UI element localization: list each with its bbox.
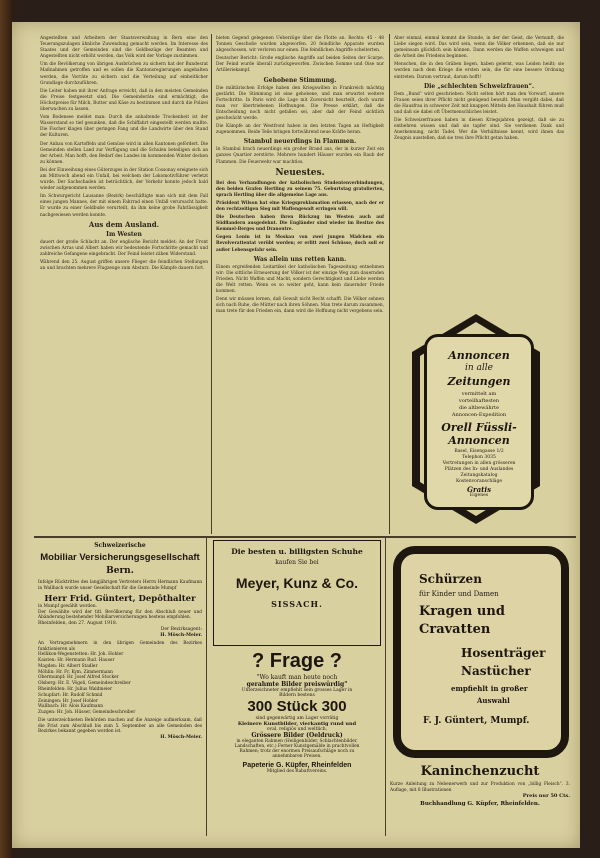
- ad-line: Mitglied des Rabattvereins.: [266, 769, 328, 774]
- paragraph: Deutscher Bericht: Große englische Angriffe auf beiden Seiten der Scarpe. Der Feind wurde überall zurückgeworfen. Zwischen Somme und Oise nur Artilleriekampf.: [216, 56, 384, 74]
- ad-line: Bern.: [106, 566, 134, 576]
- ad-line: Nastücher: [461, 664, 531, 678]
- ad-line: annehmbaren Preisen.: [272, 754, 322, 759]
- ad-line: Unterzeichneter empfiehlt sein grosses Lager in: [241, 688, 353, 693]
- ad-line: Kleinere Kunstbilder, vierkantig rund und: [237, 721, 357, 727]
- paragraph: Angestellten und Arbeitern der Staatsverwaltung in Bern eine den Teuerungszulagen ähnliche Zuwendung gemacht werden. Im Interesse des Staates und der Gemeinden sind die Geldbezüge der Beamten und Angestellten nicht erhöht worden, das Volk wird der Vorlage zustimmen.: [40, 36, 208, 60]
- paragraph: Einem ergreifenden Leitartikel der katholischen Tageszeitung entnehmen wir: Die sittliche Erneuerung der Völker ist der einzige Weg zum dauernden Frieden. Nicht Waffen und Macht, sondern Gerechtigkeit und Liebe werden die Welt retten. Wenn es so weiter geht, kann kein dauernder Friede kommen.: [216, 264, 384, 294]
- ad-line: F. J. Güntert, Mumpf.: [423, 716, 530, 726]
- kaninchenzucht-ad: [390, 764, 570, 807]
- section-heading: Die „schlechten Schweizfrauen“.: [423, 82, 535, 90]
- ad-line: Kragen und: [419, 604, 505, 619]
- column-2: [216, 36, 384, 317]
- column-divider: [389, 34, 390, 534]
- ad-line: die altbewährte: [459, 405, 499, 411]
- ad-line: Die besten u. billigsten Schuhe: [231, 547, 363, 556]
- paragraph: Die Deutschen haben ihren Rückzug im Westen auch auf Südflandern ausgedehnt. Die Engländer sind wieder im Besitze des Kemmel-Berges und Dranoutre.: [216, 215, 384, 233]
- subheading: Stambul neuerdings in Flammen.: [243, 138, 357, 146]
- orell-fuessli-ad: [410, 312, 542, 526]
- ad-line: Grössere Bilder (Oeldruck): [251, 732, 343, 739]
- ad-line: Zeitungen: [447, 375, 511, 388]
- ad-brand: Annoncen: [448, 434, 510, 447]
- subheading: Im Westen: [106, 230, 142, 238]
- agent-item: Obermumpf: Hr. Josef Alfred Stocker: [38, 675, 119, 681]
- ad-line: Auswahl: [477, 696, 510, 705]
- column-divider: [206, 538, 207, 836]
- agent-item: Hellikon-Wegenstetten: Hr. Joh. Hohler: [38, 652, 124, 658]
- ad-line: für Kinder und Damen: [419, 590, 499, 598]
- ad-line: vorteilhaftesten: [458, 398, 500, 404]
- ad-line: Preis nur 50 Cts.: [522, 793, 570, 800]
- agent-item: Zuzgen: Hr. Joh. Hüsser, Gemeindeschreiber: [38, 710, 136, 716]
- agent-item: Kaisten: Hr. Hermann Rud. Hauser: [38, 657, 115, 663]
- ad-line: Buchhandlung G. Küpfer, Rheinfelden.: [420, 801, 540, 808]
- paragraph: Gegen Lenin ist in Moskau von zwei jungen Mädchen ein Revolverattentat verübt worden; er erlitt zwei Schüsse, doch soll er außer Lebensgefahr sein.: [216, 235, 384, 253]
- ad-line: Kurze Anleitung zu Nebenerwerb und zur Produktion von „billig Fleisch“. 3. Auflage, mit 8 Illustrationen: [390, 782, 570, 793]
- ad-line: Telephon 3035: [462, 455, 496, 460]
- section-divider: [34, 536, 576, 538]
- ad-line: SISSACH.: [271, 599, 323, 609]
- ad-line: sind gegenwärtig am Lager vorrätig: [255, 716, 339, 721]
- agent-item: Schupfart: Hr. Rudolf Schmid: [38, 692, 103, 698]
- paragraph: Die Kämpfe an der Westfront haben in den letzten Tagen an Heftigkeit zugenommen. Beide Teile bringen fortwährend neue Kräfte heran.: [216, 124, 384, 136]
- ad-brand: Meyer, Kunz & Co.: [235, 575, 359, 591]
- ad-line: kaufen Sie bei: [275, 559, 319, 566]
- paragraph: Während den 25. August griffen unsere Flieger die feindlichen Stellungen an und brachten mehrere Flugzeuge zum Absturz. Die Kämpfe dauern fort.: [40, 259, 208, 271]
- ad-brand: Orell Füssli-: [441, 421, 517, 434]
- paragraph: Die militärischen Erfolge haben den Kriegswillen in Frankreich mächtig gestärkt. Die Stimmung ist eine gehobene, und man erwartet weitere Fortschritte. In Paris wird die Lage mit Zuversicht beurteilt, doch warnt man vor übertriebenen Hoffnungen. Die Presse erklärt, daß die Entscheidung noch nicht gefallen sei, aber daß der Feind sichtlich geschwächt werde.: [216, 85, 384, 122]
- agent-item: Zeiningen: Hr. Josef Hohler: [38, 698, 98, 704]
- agent-item: Magden: Hr. Albert Stadler: [38, 663, 98, 669]
- ad-line: Zeitungskatalog: [460, 473, 498, 478]
- ad-line: Rahmen; trotz der enormen Preisaufschläge noch zu: [239, 749, 355, 754]
- ad-line: Bildern bestens: [279, 693, 315, 698]
- ad-line: empfiehlt in großer: [451, 684, 528, 693]
- paragraph: Präsident Wilson hat eine Kriegsproklamation erlassen, nach der er den rechtzeitigen Sieg mit Waffengewalt erringen will.: [216, 200, 384, 212]
- paragraph: Menschen, die in den Gräben liegen, haben gelernt, was Leiden heißt; sie werden nach dem Kriege die ersten sein, die für eine bessere Ordnung eintreten. Darum vertraut, darum hofft!: [394, 62, 564, 80]
- subheading: Gehobene Stimmung.: [263, 76, 337, 84]
- paragraph: Im Schwurgericht Lausanne (Bezirk) beschäftigte man sich mit dem Fall eines jungen Mannes, der mit einem Fahrrad einen Unfall verursacht hatte. Er wurde zu einer Geldbuße verurteilt, da ihm keine grobe Fahrlässigkeit nachgewiesen werden konnte.: [40, 194, 208, 218]
- ad-line: oval, religiös und weltlich,: [266, 727, 328, 732]
- paragraph: bieten Gegend gelegenen Ueberzüge über die Flotte an. Rechts: 45 - 48 Tonnen Geschoße wurden abgeworfen. 20 feindliche Apparate wurden abgeschossen, wir verloren nur einen. Die feindlichen Angriffe scheiterten.: [216, 36, 384, 54]
- paragraph: Der Anbau von Kartoffeln und Gemüse wird in allen Kantonen gefördert. Die Gemeinden stellen Land zur Verfügung und die Schulen beteiligen sich an der Arbeit. Man hofft, den Bedarf des Landes im kommenden Winter decken zu können.: [40, 141, 208, 165]
- mobiliar-ad: [38, 542, 202, 741]
- ad-line: Eigenes: [469, 493, 489, 498]
- ad-line: Annoncen: [448, 349, 510, 362]
- section-heading: Neuestes.: [275, 167, 325, 178]
- paragraph: Dem „Bund“ wird geschrieben: Nicht selten hört man den Vorwurf, unsere Frauen seien ihrer Pflicht nicht genügend bewußt. Man vergißt dabei, daß die Hausfrau in schwerer Zeit mit knappen Mitteln den Haushalt führen muß und daß sie dabei oft Übermenschliches leistet.: [394, 91, 564, 115]
- paragraph: In Stambul brach neuerdings ein großer Brand aus, der in kurzer Zeit ein ganzes Quartier zerstörte. Mehrere hundert Häuser wurden ein Raub der Flammen. Die Feuerwehr war machtlos.: [216, 147, 384, 165]
- paragraph: Vom Bodensee meldet man: Durch die anhaltende Trockenheit ist der Wasserstand so tief gesunken, daß die Schiffahrt eingestellt werden mußte. Die Fischer klagen über geringen Fang und die Landwirte über den Stand der Kulturen.: [40, 115, 208, 139]
- agent-item: Möhlin: Hr. Fr. Kym, Zimmermann: [38, 669, 113, 675]
- paragraph: Die Leiter haben mit ihrer Anfrage erreicht, daß in den meisten Gemeinden die Preise festgesetzt sind. Die Gemeinderäte sind ermächtigt, die Höchstpreise für Milch, Butter und Käse zu bestimmen und durch die Polizei überwachen zu lassen.: [40, 88, 208, 113]
- ad-big: 300 Stück 300: [247, 698, 347, 715]
- ad-text: Rheinfelden, den 27. August 1918.: [38, 620, 118, 626]
- ad-line: Schürzen: [419, 572, 482, 586]
- paragraph: Denn wir müssen lernen, daß Gewalt nicht Recht schafft. Die Völker sehnen sich nach Ruhe, die Mütter nach ihren Söhnen. Man trete darum zusammen, man trete für den Frieden ein, dann wird die Hoffnung nicht vergebens sein.: [216, 297, 384, 315]
- ad-line: Gratis: [466, 485, 492, 494]
- ad-line: Vertretungen in allen grösseren: [442, 461, 516, 466]
- ad-text: in Mumpf gewählt worden.: [38, 604, 97, 610]
- paragraph: Bei der Einweihung eines Güterzuges in der Station Cossonay ereignete sich am Mittwoch abend ein Unfall, bei welchem der Lokomotivführer verletzt wurde. Der Sachschaden ist beträchtlich, der Verkehr konnte jedoch bald wieder aufgenommen werden.: [40, 167, 208, 192]
- ad-line: Plätzen des In- und Auslandes: [444, 467, 514, 472]
- ad-line: Cravatten: [419, 622, 491, 637]
- ad-text: Die unterzeichneten Behörden machen auf die Anzeige aufmerksam, daß die Frist zum Abschluß bis zum 5. September an alle Gemeinden des Bezirkes bekannt gegeben worden ist.: [38, 717, 202, 735]
- column-divider: [211, 34, 212, 534]
- column-divider: [385, 538, 386, 836]
- agent-item: Rheinfelden: Hr. Julius Waldmeier: [38, 686, 113, 692]
- section-heading: Was allein uns retten kann.: [253, 255, 347, 263]
- paragraph: dauert der große Schlacht an. Der englische Bericht meldet: An der Front zwischen Arras und Albert haben wir bedeutende Fortschritte gemacht und zahlreiche Gefangene eingebracht. Der Feind leistet zähen Widerstand.: [40, 239, 208, 257]
- ad-line: Basel, Eisengasse 1/2: [454, 449, 504, 454]
- ad-line: gerahmte Bilder preiswürdig": [246, 681, 348, 688]
- ad-line: "Wo kauft man heute noch: [256, 674, 338, 681]
- ad-line: Hosenträger: [461, 646, 546, 660]
- ad-line: Landschaften, etc.) Ferner Kunstgemälde in prachtvollen: [234, 744, 360, 749]
- ad-line: in eleganten Rahmen (Heiligenbilder, Schlachtenbilder,: [236, 739, 358, 744]
- ad-text: H. Mösch-Meier.: [160, 734, 202, 740]
- ad-text: Der Bezirksagent:: [160, 626, 202, 632]
- section-heading: Aus dem Ausland.: [88, 219, 160, 229]
- ad-name: Herr Frid. Güntert, Depôthalter: [44, 594, 196, 605]
- ad-line: vermittelt am: [461, 391, 497, 397]
- ad-text: An Vertragsnehmern in den übrigen Gemeinden des Bezirkes funktionieren als: [38, 640, 202, 652]
- ad-text: H. Mösch-Meier.: [160, 632, 202, 638]
- schurzen-ad: [393, 546, 569, 758]
- ad-text: Der Gewählte wird der titl. Bevölkerung für den Abschluß neuer und Abänderung bestehender Mobiliarversicherungen bestens empfohlen.: [38, 609, 202, 621]
- ad-title: ? Frage ?: [251, 650, 342, 672]
- ad-title: Kaninchenzucht: [420, 764, 540, 779]
- agent-item: Wallbach: Hr. Alois Kaufmann: [38, 704, 104, 710]
- ad-box: [424, 334, 534, 510]
- agent-item: Olsberg: Hr. E. Vögeli, Gemeindeschreiber: [38, 681, 131, 687]
- ad-shop: Papeterie G. Küpfer, Rheinfelden: [242, 762, 352, 769]
- meyer-kunz-ad: [213, 540, 381, 646]
- frage-ad: [211, 650, 383, 774]
- ad-line: Annoncen-Expedition: [451, 412, 507, 418]
- agents-list: [38, 652, 202, 716]
- column-3: [394, 36, 564, 144]
- ad-text: Infolge Rücktrittes des langjährigen Vertreters Herrn Hermann Kaufmann in Wallbach wurde unser Gesellschaft für die Gemeinde Mumpf: [38, 580, 202, 591]
- ad-line: in alle: [465, 363, 493, 373]
- column-1: [40, 36, 208, 274]
- paragraph: Die Schweizerfrauen haben in diesen Kriegsjahren gezeigt, daß sie zu entbehren wissen und daß sie tapfer sind. Sie verdienen Dank und Anerkennung, nicht Tadel. Wer die Verhältnisse kennt, wird ihnen das Zeugnis ausstellen, daß sie treu ihre Pflicht getan haben.: [394, 118, 564, 142]
- ad-brand: Mobiliar Versicherungsgesellschaft: [40, 552, 200, 563]
- paragraph: Um die Bevölkerung von übrigen Ausbrüchen zu sichern hat der Bundesrat Maßnahmen getroffen und es sollen die Kantonsregierungen angehalten werden, die Vorräte zu sichern und die Verteilung auf einheitlicher Grundlage durchzuführen.: [40, 62, 208, 86]
- paragraph: Bei den Verhandlungen der katholischen Studentenverbindungen, den beiden Grafen Hertling zu seinem 75. Geburtstag gratulierten, sprach Hertling über die allgemeine Lage aus.: [216, 180, 384, 198]
- ad-line: Kostenvoranschläge: [455, 479, 502, 484]
- paragraph: Aber einmal, einmal kommt die Stunde, in der der Geist, die Vernunft, die Liebe siegen wird. Das wird sein, wenn die Völker erkennen, daß sie nur gemeinsam glücklich sein können. Dann werden die Waffen schweigen und die Arbeit des Friedens beginnen.: [394, 36, 564, 60]
- ad-line: Schweizerische: [94, 542, 146, 549]
